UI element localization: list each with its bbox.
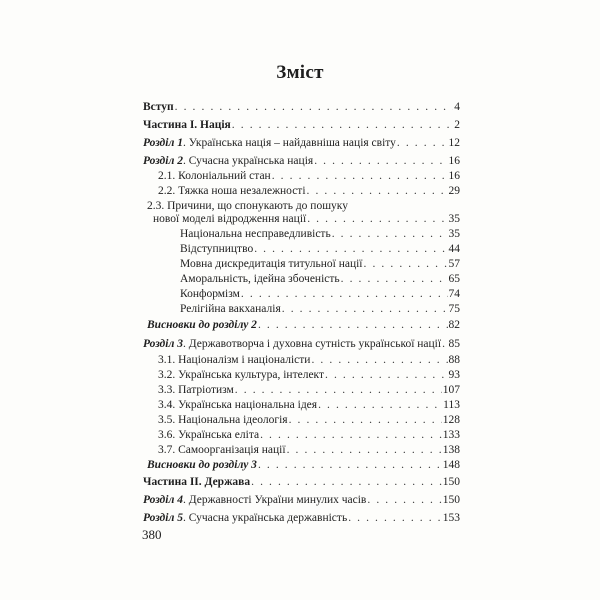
toc-entry-title: . Українська нація – найдавніша нація світу — [182, 137, 396, 149]
toc-entry-title: нової моделі відродження нації — [153, 213, 307, 225]
toc-page-number: 148 — [442, 459, 460, 471]
leader-dots — [258, 458, 442, 472]
toc-entry[interactable] — [158, 184, 460, 198]
toc-entry-title: . Сучасна українська державність — [182, 512, 348, 524]
page-title: Зміст — [276, 62, 324, 83]
leader-dots — [307, 212, 447, 226]
toc-page-number: 74 — [448, 288, 460, 300]
leader-dots — [348, 511, 442, 525]
leader-dots — [282, 302, 448, 316]
toc-entry[interactable] — [143, 136, 460, 150]
leader-dots — [175, 100, 454, 114]
toc-entry-title: 2.1. Колоніальний стан — [158, 170, 271, 182]
toc-entry-label: Розділ 5 — [143, 512, 183, 524]
toc-entry-title: 3.6. Українська еліта — [158, 429, 260, 441]
toc-entry[interactable] — [180, 302, 460, 316]
toc-entry-title: Мовна дискредитація титульної нації — [180, 258, 363, 270]
toc-page-number: 128 — [442, 414, 460, 426]
toc-entry-label: Розділ 4 — [143, 494, 183, 506]
toc-entry[interactable] — [143, 475, 460, 489]
toc-page-number: 138 — [442, 444, 460, 456]
toc-entry-label: Частина І. Нація — [143, 119, 231, 131]
toc-page-number: 85 — [448, 338, 460, 350]
toc-entry[interactable] — [147, 318, 460, 332]
toc-page-number: 35 — [448, 213, 460, 225]
leader-dots — [287, 443, 442, 457]
leader-dots — [311, 353, 447, 367]
toc-entry[interactable] — [143, 337, 460, 351]
toc-entry-title: Національна несправедливість — [180, 228, 331, 240]
leader-dots — [251, 475, 442, 489]
toc-entry[interactable] — [143, 118, 460, 132]
leader-dots — [341, 272, 448, 286]
toc-page-number: 2 — [454, 119, 460, 131]
toc-page-number: 16 — [448, 155, 460, 167]
toc-page-number: 150 — [442, 476, 460, 488]
toc-page-number: 93 — [448, 369, 460, 381]
toc-page-number: 133 — [442, 429, 460, 441]
toc-entry-label: Розділ 3 — [143, 338, 183, 350]
toc-page-number: 150 — [442, 494, 460, 506]
toc-entry-label: Розділ 1 — [143, 137, 183, 149]
leader-dots — [232, 118, 453, 132]
toc-entry[interactable] — [180, 257, 460, 271]
toc-entry-first-line: 2.3. Причини, що спонукають до пошуку — [147, 200, 348, 212]
toc-entry[interactable] — [158, 169, 460, 183]
toc-entry-title: Аморальність, ідейна збоченість — [180, 273, 340, 285]
toc-page-number: 65 — [448, 273, 460, 285]
toc-page-number: 75 — [448, 303, 460, 315]
toc-entry[interactable] — [143, 511, 460, 525]
toc-entry[interactable] — [158, 413, 460, 427]
leader-dots — [307, 184, 448, 198]
leader-dots — [442, 337, 447, 351]
leader-dots — [367, 493, 441, 507]
toc-entry-title: Конформізм — [180, 288, 240, 300]
leader-dots — [235, 383, 442, 397]
toc-entry-title: 3.3. Патріотизм — [158, 384, 234, 396]
toc-entry-title: 3.1. Націоналізм і націоналісти — [158, 354, 311, 366]
toc-entry[interactable] — [158, 428, 460, 442]
toc-entry-title: . Сучасна українська нація — [182, 155, 314, 167]
toc-page-number: 153 — [442, 512, 460, 524]
toc-entry-label: Висновки до розділу 2 — [147, 319, 257, 331]
toc-page-number: 16 — [448, 170, 460, 182]
toc-entry-label: Частина ІІ. Держава — [143, 476, 251, 488]
toc-entry-title: . Державотворча і духовна сутність української нації — [182, 338, 442, 350]
toc-entry[interactable] — [143, 100, 460, 114]
toc-entry-title: Релігійна вакханалія — [180, 303, 281, 315]
toc-entry[interactable] — [180, 272, 460, 286]
leader-dots — [318, 398, 442, 412]
toc-entry-title: Відступництво — [180, 243, 254, 255]
toc-entry[interactable] — [147, 458, 460, 472]
toc-page-number: 88 — [448, 354, 460, 366]
leader-dots — [325, 368, 447, 382]
leader-dots — [289, 413, 442, 427]
page-number: 380 — [142, 527, 162, 542]
toc-entry[interactable] — [158, 353, 460, 367]
toc-entry[interactable] — [158, 443, 460, 457]
toc-entry[interactable] — [153, 212, 460, 226]
toc-entry-title: 3.2. Українська культура, інтелект — [158, 369, 325, 381]
toc-page-number: 57 — [448, 258, 460, 270]
toc-entry-title: 3.7. Самоорганізація нації — [158, 444, 286, 456]
leader-dots — [260, 428, 442, 442]
toc-entry[interactable] — [180, 227, 460, 241]
toc-entry[interactable] — [180, 287, 460, 301]
toc-entry[interactable] — [180, 242, 460, 256]
toc-entry-title: 3.4. Українська національна ідея — [158, 399, 318, 411]
toc-page-number: 4 — [454, 101, 460, 113]
toc-entry[interactable] — [158, 398, 460, 412]
leader-dots — [332, 227, 448, 241]
toc-page-number: 107 — [442, 384, 460, 396]
toc-entry[interactable] — [143, 154, 460, 168]
toc-entry[interactable] — [158, 368, 460, 382]
toc-page-number: 35 — [448, 228, 460, 240]
leader-dots — [364, 257, 448, 271]
toc-entry[interactable] — [143, 493, 460, 507]
toc-entry-title: 2.2. Тяжка ноша незалежності — [158, 185, 306, 197]
toc-page-number: 113 — [443, 399, 460, 411]
toc-page-number: 44 — [448, 243, 460, 255]
leader-dots — [314, 154, 447, 168]
leader-dots — [258, 318, 448, 332]
toc-entry-label: Розділ 2 — [143, 155, 183, 167]
toc-entry-label: Вступ — [143, 101, 174, 113]
leader-dots — [254, 242, 447, 256]
leader-dots — [272, 169, 448, 183]
toc-page-number: 82 — [448, 319, 460, 331]
toc-entry[interactable] — [158, 383, 460, 397]
toc-entry-title: . Державності України минулих часів — [182, 494, 367, 506]
leader-dots — [241, 287, 448, 301]
toc-page-number: 12 — [448, 137, 460, 149]
toc-page-number: 29 — [448, 185, 460, 197]
toc-entry-title: 3.5. Національна ідеологія — [158, 414, 288, 426]
leader-dots — [397, 136, 448, 150]
toc-entry-label: Висновки до розділу 3 — [147, 459, 257, 471]
